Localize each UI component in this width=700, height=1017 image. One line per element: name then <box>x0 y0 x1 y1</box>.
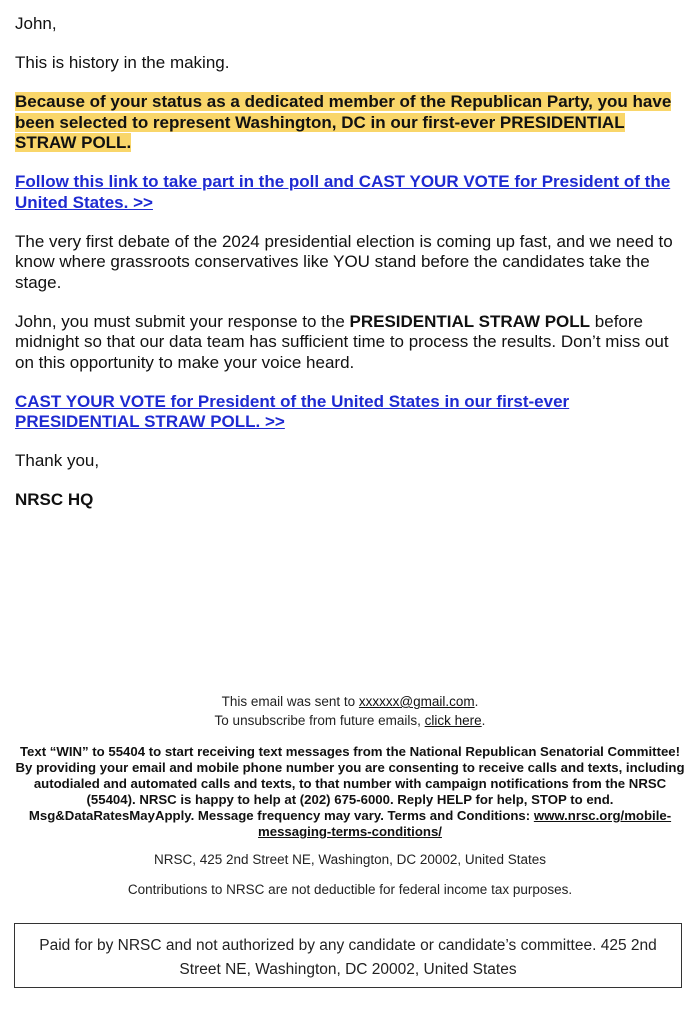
cta-paragraph-1 <box>15 172 687 213</box>
sent-to-post: . <box>474 694 479 709</box>
recipient-email-link[interactable]: xxxxxx@gmail.com <box>358 694 475 709</box>
unsubscribe-post: . <box>481 713 486 728</box>
unsubscribe-link[interactable]: click here <box>424 713 482 728</box>
greeting: John, <box>15 14 57 33</box>
sent-to-line <box>15 692 685 711</box>
highlighted-text: Because of your status as a dedicated member of the Republican Party, you have been selected to represent Washington, DC in our first-ever PRESIDENTIAL STRAW POLL. <box>15 92 672 152</box>
unsubscribe-pre: To unsubscribe from future emails, <box>214 713 425 728</box>
signature: NRSC HQ <box>15 490 94 509</box>
sms-text: Text “WIN” to 55404 to start receiving text messages from the National Republican Senatorial Committee! By providing your email and mobile phone number you are consenting to receive calls and texts, including autodialed and automated calls and texts, to that number with campaign notifications from the NRSC (55404). NRSC is happy to help at (202) 675-6000. Reply HELP for help, STOP to end. Msg&DataRatesMayApply. Message frequency may vary. Terms and Conditions: <box>15 744 685 823</box>
sent-to-pre: This email was sent to <box>221 694 359 709</box>
cta-paragraph-2 <box>15 392 687 433</box>
paid-for-box: Paid for by NRSC and not authorized by any candidate or candidate’s committee. 425 2nd Street NE, Washington, DC 20002, United States <box>14 923 682 988</box>
unsubscribe-line <box>15 711 685 730</box>
email-body <box>15 14 687 529</box>
body-2-pre: John, you must submit your response to the <box>15 311 350 331</box>
body-paragraph-2 <box>15 312 687 374</box>
address-line: NRSC, 425 2nd Street NE, Washington, DC 20002, United States <box>154 852 546 867</box>
body-2-bold: PRESIDENTIAL STRAW POLL <box>349 311 591 331</box>
body-paragraph-1: The very first debate of the 2024 presidential election is coming up fast, and we need to know where grassroots conservatives like YOU stand before the candidates take the stage. <box>15 231 673 292</box>
highlight-paragraph <box>15 92 687 154</box>
intro-line: This is history in the making. <box>15 53 230 72</box>
poll-link-2[interactable]: CAST YOUR VOTE for President of the United States in our first-ever PRESIDENTIAL STRAW POLL. >> <box>15 391 570 431</box>
sms-disclaimer <box>15 744 685 840</box>
body-2-post: before midnight so that our data team has sufficient time to process the results. Don’t miss out on this opportunity to make your voice heard. <box>15 311 669 372</box>
tax-disclaimer: Contributions to NRSC are not deductible for federal income tax purposes. <box>127 882 573 897</box>
poll-link-1[interactable]: Follow this link to take part in the poll and CAST YOUR VOTE for President of the United States. >> <box>15 172 671 212</box>
sign-off: Thank you, <box>15 451 100 470</box>
terms-link[interactable]: www.nrsc.org/mobile-messaging-terms-conditions/ <box>258 808 672 839</box>
email-footer <box>15 692 685 899</box>
